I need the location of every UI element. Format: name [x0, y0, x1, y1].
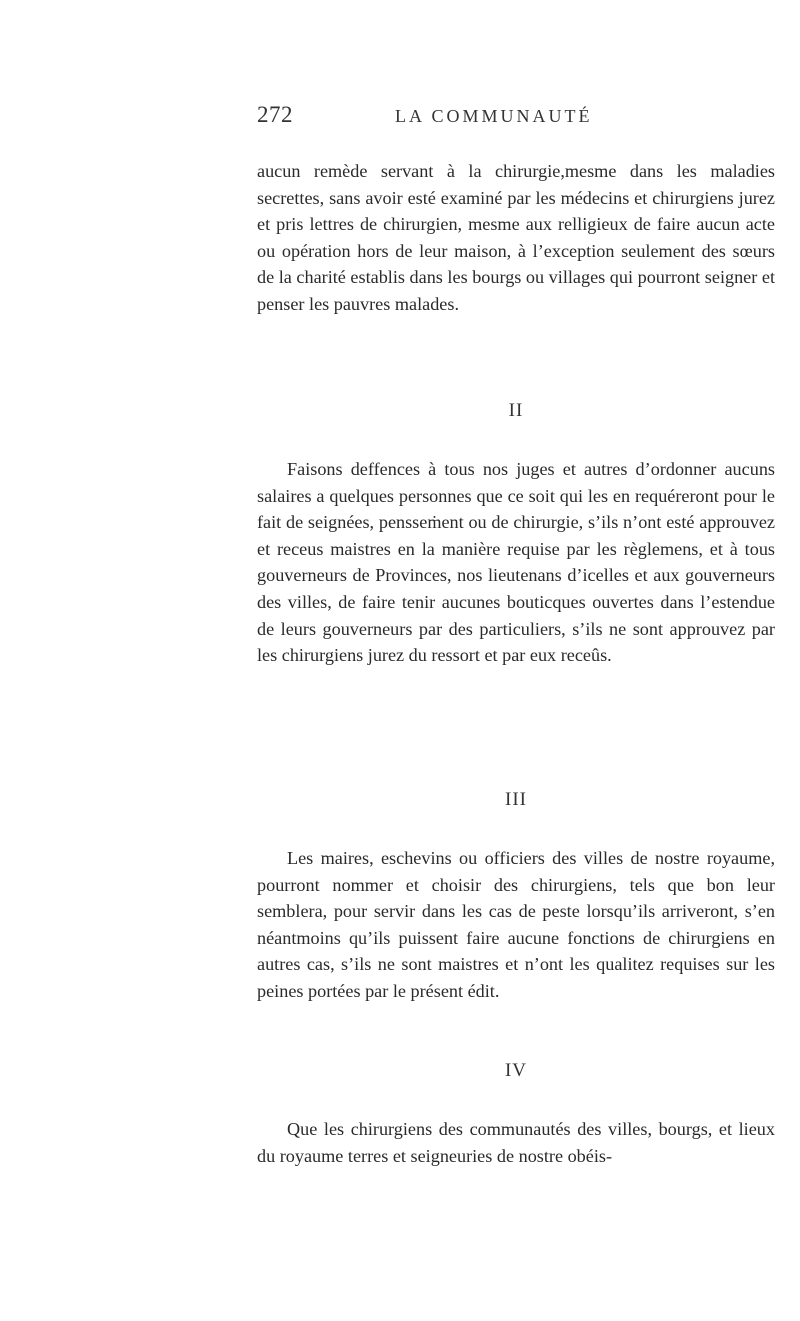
paragraph-section-4 — [257, 1116, 775, 1169]
paragraph-section-2 — [257, 456, 775, 669]
running-title: LA COMMUNAUTÉ — [395, 106, 593, 126]
paragraph-text: aucun remède servant à la chirurgie,mesme dans les maladies secrettes, sans avoir esté examiné par les médecins et chirurgiens jurez et pris lettres de chirurgien, mesme aux relligieux de faire aucun acte ou opération hors de leur maison, à l’exception seulement des sœurs de la charité establis dans les bourgs ou villages qui pourront seigner et penser les pauvres malades. — [257, 161, 775, 314]
section-number-4: IV — [504, 1060, 528, 1081]
paragraph-text: Faisons deffences à tous nos juges et autres d’ordonner aucuns salaires a quelques personnes que ce soit qui les en requéreront pour le fait de seignées, pensseṁent ou de chirurgie, s’ils n’ont esté approuvez et receus maistres en la manière requise par les règlemens, et à tous gouverneurs de Provinces, nos lieutenans d’icelles et aux gouverneurs des villes, de faire tenir aucunes bouticques ouvertes dans l’estendue de leurs gouverneurs par des particuliers, s’ils ne sont approuvez par les chirurgiens jurez du ressort et par eux receûs. — [257, 459, 775, 666]
paragraph-continuation — [257, 158, 775, 318]
paragraph-text: Que les chirurgiens des communautés des villes, bourgs, et lieux du royaume terres et seigneuries de nostre obéis- — [257, 1119, 775, 1166]
running-head — [257, 102, 775, 142]
section-number-2: II — [508, 400, 524, 421]
section-number-3: III — [505, 789, 527, 810]
paragraph-section-3 — [257, 845, 775, 1005]
paragraph-text: Les maires, eschevins ou officiers des villes de nostre royaume, pourront nommer et choisir des chirurgiens, tels que bon leur semblera, pour servir dans les cas de peste lorsqu’ils arriveront, s’en néantmoins qu’ils puissent faire aucune fonctions de chirurgiens en autres cas, s’ils ne sont maistres et n’ont les qualitez requises sur les peines portées par le présent édit. — [257, 848, 775, 1001]
page-number: 272 — [257, 102, 293, 127]
